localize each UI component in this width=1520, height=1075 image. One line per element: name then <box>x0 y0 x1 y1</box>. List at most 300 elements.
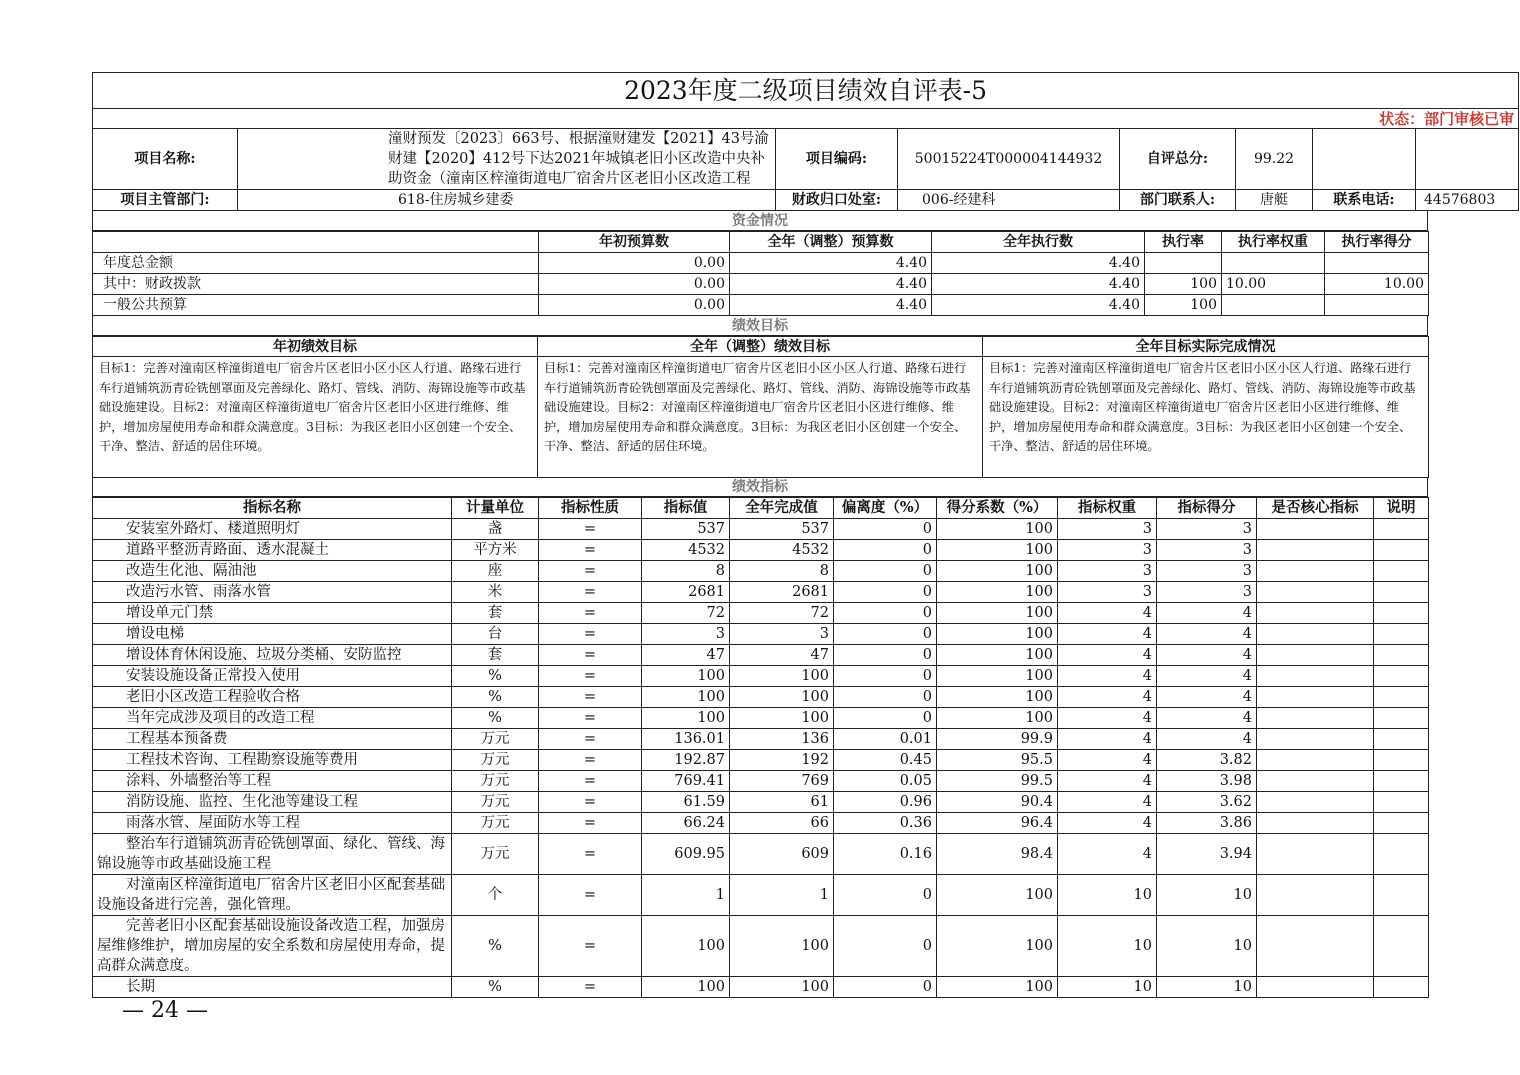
contact-value: 唐艇 <box>1236 190 1313 211</box>
project-name-value: 潼财预发〔2023〕663号、根据潼财建发【2021】43号渝财建【2020】412号下达2021年城镇老旧小区改造中央补助资金（潼南区梓潼街道电厂宿舍片区老旧小区改造工程 <box>238 129 776 190</box>
indicator-unit: 盏 <box>452 519 539 540</box>
table-row <box>93 540 1429 561</box>
indicator-weight: 4 <box>1058 750 1157 771</box>
indicator-core <box>1257 687 1374 708</box>
indicator-coef: 96.4 <box>937 813 1058 834</box>
indicator-weight: 3 <box>1058 582 1157 603</box>
funds-table <box>92 231 1429 316</box>
indicator-dev: 0 <box>834 561 937 582</box>
indicator-weight: 4 <box>1058 813 1157 834</box>
indicator-note <box>1374 561 1429 582</box>
funds-adjusted: 4.40 <box>730 295 932 316</box>
table-row <box>93 253 1429 274</box>
indicator-coef: 99.9 <box>937 729 1058 750</box>
indicator-score: 4 <box>1157 624 1257 645</box>
indicator-target: 192.87 <box>642 750 730 771</box>
indicator-core <box>1257 771 1374 792</box>
indicator-actual: 136 <box>730 729 834 750</box>
indicator-header: 指标名称 <box>93 498 452 519</box>
indicator-note <box>1374 624 1429 645</box>
indicator-core <box>1257 666 1374 687</box>
indicator-unit: % <box>452 708 539 729</box>
indicator-target: 100 <box>642 666 730 687</box>
indicator-actual: 100 <box>730 977 834 998</box>
indicator-coef: 100 <box>937 916 1058 977</box>
indicator-note <box>1374 582 1429 603</box>
indicator-coef: 98.4 <box>937 834 1058 875</box>
indicator-actual: 61 <box>730 792 834 813</box>
indicator-coef: 100 <box>937 540 1058 561</box>
funds-executed: 4.40 <box>932 295 1145 316</box>
indicator-coef: 100 <box>937 977 1058 998</box>
indicator-note <box>1374 750 1429 771</box>
indicator-dev: 0 <box>834 875 937 916</box>
indicator-coef: 90.4 <box>937 792 1058 813</box>
indicator-header: 指标得分 <box>1157 498 1257 519</box>
indicator-core <box>1257 750 1374 771</box>
indicator-actual: 2681 <box>730 582 834 603</box>
indicator-target: 8 <box>642 561 730 582</box>
funds-adjusted: 4.40 <box>730 253 932 274</box>
indicator-name: 整治车行道铺筑沥青砼铣刨罩面、绿化、管线、海锦设施等市政基础设施工程 <box>93 834 452 875</box>
indicator-actual: 100 <box>730 916 834 977</box>
goals-header: 全年目标实际完成情况 <box>983 337 1429 357</box>
indicator-core <box>1257 582 1374 603</box>
indicator-score: 3.98 <box>1157 771 1257 792</box>
dept-value: 618-住房城乡建委 <box>238 190 776 211</box>
project-code-label: 项目编码: <box>776 129 898 190</box>
indicator-nature: = <box>539 519 642 540</box>
indicator-dev: 0 <box>834 687 937 708</box>
project-name-label: 项目名称: <box>93 129 238 190</box>
indicator-header: 得分系数（%） <box>937 498 1058 519</box>
funds-rate <box>1145 253 1222 274</box>
self-score-value: 99.22 <box>1236 129 1313 190</box>
indicators-table <box>92 497 1429 998</box>
indicator-core <box>1257 729 1374 750</box>
indicator-target: 100 <box>642 977 730 998</box>
indicator-note <box>1374 771 1429 792</box>
status-badge: 状态：部门审核已审 <box>93 109 1519 129</box>
indicator-nature: = <box>539 977 642 998</box>
indicator-nature: = <box>539 750 642 771</box>
indicator-core <box>1257 645 1374 666</box>
indicator-score: 10 <box>1157 977 1257 998</box>
indicator-score: 3.82 <box>1157 750 1257 771</box>
goals-section-header <box>92 315 1428 336</box>
indicator-nature: = <box>539 708 642 729</box>
indicator-unit: 万元 <box>452 729 539 750</box>
indicator-dev: 0 <box>834 645 937 666</box>
indicator-name: 增设电梯 <box>93 624 452 645</box>
indicator-actual: 609 <box>730 834 834 875</box>
indicator-actual: 47 <box>730 645 834 666</box>
table-row <box>93 729 1429 750</box>
indicator-core <box>1257 603 1374 624</box>
indicator-coef: 100 <box>937 666 1058 687</box>
funds-header: 年初预算数 <box>539 232 730 253</box>
indicator-dev: 0 <box>834 666 937 687</box>
indicator-nature: = <box>539 582 642 603</box>
indicator-unit: % <box>452 916 539 977</box>
finance-office-label: 财政归口处室: <box>776 190 898 211</box>
indicator-coef: 100 <box>937 624 1058 645</box>
finance-office-value: 006-经建科 <box>898 190 1120 211</box>
indicator-target: 47 <box>642 645 730 666</box>
funds-row-label: 年度总金额 <box>93 253 539 274</box>
indicator-dev: 0.16 <box>834 834 937 875</box>
indicator-name: 长期 <box>93 977 452 998</box>
indicator-dev: 0 <box>834 582 937 603</box>
page-title: 2023年度二级项目绩效自评表-5 <box>93 73 1519 109</box>
indicator-score: 4 <box>1157 666 1257 687</box>
indicator-core <box>1257 792 1374 813</box>
indicator-actual: 8 <box>730 561 834 582</box>
table-row <box>93 295 1429 316</box>
indicator-score: 3 <box>1157 561 1257 582</box>
funds-rate: 100 <box>1145 274 1222 295</box>
indicator-actual: 537 <box>730 519 834 540</box>
indicator-weight: 4 <box>1058 687 1157 708</box>
indicator-weight: 4 <box>1058 771 1157 792</box>
indicator-weight: 3 <box>1058 561 1157 582</box>
indicator-core <box>1257 540 1374 561</box>
dept-label: 项目主管部门: <box>93 190 238 211</box>
indicator-unit: 万元 <box>452 750 539 771</box>
funds-header: 执行率得分 <box>1325 232 1429 253</box>
indicator-score: 3 <box>1157 582 1257 603</box>
indicator-coef: 100 <box>937 603 1058 624</box>
indicator-coef: 100 <box>937 645 1058 666</box>
empty-cell <box>1313 129 1416 190</box>
table-row <box>93 687 1429 708</box>
indicator-name: 老旧小区改造工程验收合格 <box>93 687 452 708</box>
indicator-target: 609.95 <box>642 834 730 875</box>
indicator-name: 当年完成涉及项目的改造工程 <box>93 708 452 729</box>
indicator-target: 72 <box>642 603 730 624</box>
funds-score <box>1325 253 1429 274</box>
indicator-coef: 100 <box>937 582 1058 603</box>
indicator-note <box>1374 645 1429 666</box>
indicator-nature: = <box>539 834 642 875</box>
indicator-core <box>1257 519 1374 540</box>
indicator-target: 3 <box>642 624 730 645</box>
goals-header: 全年（调整）绩效目标 <box>538 337 983 357</box>
indicator-coef: 95.5 <box>937 750 1058 771</box>
funds-header: 执行率 <box>1145 232 1222 253</box>
indicator-score: 10 <box>1157 916 1257 977</box>
indicator-score: 3 <box>1157 519 1257 540</box>
indicator-name: 道路平整沥青路面、透水混凝土 <box>93 540 452 561</box>
indicator-unit: 米 <box>452 582 539 603</box>
indicator-target: 136.01 <box>642 729 730 750</box>
indicator-unit: % <box>452 687 539 708</box>
indicator-target: 537 <box>642 519 730 540</box>
indicator-score: 10 <box>1157 875 1257 916</box>
indicator-note <box>1374 540 1429 561</box>
indicator-target: 66.24 <box>642 813 730 834</box>
indicator-header: 指标性质 <box>539 498 642 519</box>
indicator-nature: = <box>539 875 642 916</box>
indicator-coef: 100 <box>937 687 1058 708</box>
indicator-score: 3.86 <box>1157 813 1257 834</box>
indicator-actual: 4532 <box>730 540 834 561</box>
indicator-weight: 3 <box>1058 519 1157 540</box>
indicator-name: 工程技术咨询、工程勘察设施等费用 <box>93 750 452 771</box>
indicator-nature: = <box>539 561 642 582</box>
indicator-target: 100 <box>642 687 730 708</box>
indicator-name: 雨落水管、屋面防水等工程 <box>93 813 452 834</box>
indicator-target: 100 <box>642 708 730 729</box>
indicator-header: 偏离度（%） <box>834 498 937 519</box>
indicator-score: 4 <box>1157 645 1257 666</box>
indicator-dev: 0 <box>834 708 937 729</box>
funds-weight <box>1222 253 1325 274</box>
indicator-dev: 0.45 <box>834 750 937 771</box>
empty-cell <box>1416 129 1519 190</box>
funds-weight: 10.00 <box>1222 274 1325 295</box>
self-score-label: 自评总分: <box>1120 129 1236 190</box>
table-row <box>93 624 1429 645</box>
table-row <box>93 582 1429 603</box>
indicator-weight: 10 <box>1058 916 1157 977</box>
indicator-core <box>1257 624 1374 645</box>
indicator-name: 安装设施设备正常投入使用 <box>93 666 452 687</box>
indicator-nature: = <box>539 792 642 813</box>
indicator-name: 对潼南区梓潼街道电厂宿舍片区老旧小区配套基础设施设备进行完善，强化管理。 <box>93 875 452 916</box>
indicator-coef: 100 <box>937 875 1058 916</box>
indicators-section-title: 绩效指标 <box>93 478 1428 497</box>
indicator-name: 涂料、外墙整治等工程 <box>93 771 452 792</box>
indicator-unit: 台 <box>452 624 539 645</box>
indicator-actual: 100 <box>730 666 834 687</box>
indicator-unit: 万元 <box>452 792 539 813</box>
indicator-coef: 100 <box>937 708 1058 729</box>
indicator-note <box>1374 666 1429 687</box>
indicator-dev: 0 <box>834 977 937 998</box>
funds-section-title: 资金情况 <box>93 211 1428 231</box>
funds-initial: 0.00 <box>539 274 730 295</box>
actual-completion-text: 目标1：完善对潼南区梓潼街道电厂宿舍片区老旧小区小区人行道、路缘石进行车行道铺筑沥青砼铣刨罩面及完善绿化、路灯、管线、消防、海锦设施等市政基础设施建设。目标2：对潼南区梓潼街道电厂宿舍片区老旧小区进行维修、维护，增加房屋使用寿命和群众满意度。3目标：为我区老旧小区创建一个安全、干净、整洁、舒适的居住环境。 <box>983 357 1429 478</box>
indicator-coef: 100 <box>937 519 1058 540</box>
table-row <box>93 771 1429 792</box>
goals-section-title: 绩效目标 <box>93 316 1428 336</box>
indicator-unit: 套 <box>452 645 539 666</box>
indicator-unit: % <box>452 666 539 687</box>
indicator-dev: 0.96 <box>834 792 937 813</box>
indicator-score: 4 <box>1157 603 1257 624</box>
indicator-core <box>1257 916 1374 977</box>
indicator-nature: = <box>539 540 642 561</box>
indicator-target: 4532 <box>642 540 730 561</box>
phone-value: 44576803 <box>1416 190 1519 211</box>
table-row <box>93 813 1429 834</box>
table-row <box>93 708 1429 729</box>
indicator-nature: = <box>539 645 642 666</box>
indicator-target: 2681 <box>642 582 730 603</box>
indicator-nature: = <box>539 813 642 834</box>
table-row <box>93 792 1429 813</box>
indicator-score: 3.62 <box>1157 792 1257 813</box>
indicator-note <box>1374 834 1429 875</box>
indicator-note <box>1374 708 1429 729</box>
indicator-dev: 0 <box>834 540 937 561</box>
indicator-weight: 4 <box>1058 666 1157 687</box>
indicator-unit: 套 <box>452 603 539 624</box>
funds-header: 全年（调整）预算数 <box>730 232 932 253</box>
indicator-dev: 0.36 <box>834 813 937 834</box>
indicator-dev: 0 <box>834 916 937 977</box>
funds-weight <box>1222 295 1325 316</box>
indicator-unit: % <box>452 977 539 998</box>
indicator-score: 3.94 <box>1157 834 1257 875</box>
indicator-weight: 4 <box>1058 834 1157 875</box>
indicator-coef: 100 <box>937 561 1058 582</box>
indicator-score: 4 <box>1157 708 1257 729</box>
indicator-actual: 769 <box>730 771 834 792</box>
indicator-actual: 1 <box>730 875 834 916</box>
indicator-dev: 0.01 <box>834 729 937 750</box>
indicator-note <box>1374 813 1429 834</box>
indicator-actual: 3 <box>730 624 834 645</box>
funds-rate: 100 <box>1145 295 1222 316</box>
indicator-nature: = <box>539 916 642 977</box>
indicator-name: 改造生化池、隔油池 <box>93 561 452 582</box>
table-row <box>93 834 1429 875</box>
indicator-core <box>1257 875 1374 916</box>
goals-table <box>92 336 1429 478</box>
indicator-note <box>1374 977 1429 998</box>
indicator-unit: 个 <box>452 875 539 916</box>
indicator-actual: 100 <box>730 687 834 708</box>
project-code-value: 50015224T000004144932 <box>898 129 1120 190</box>
indicator-unit: 座 <box>452 561 539 582</box>
indicator-actual: 192 <box>730 750 834 771</box>
funds-row-label: 其中：财政拨款 <box>93 274 539 295</box>
indicator-name: 增设单元门禁 <box>93 603 452 624</box>
indicator-score: 4 <box>1157 729 1257 750</box>
indicator-note <box>1374 687 1429 708</box>
indicator-weight: 3 <box>1058 540 1157 561</box>
indicator-unit: 万元 <box>452 771 539 792</box>
indicator-coef: 99.5 <box>937 771 1058 792</box>
indicator-nature: = <box>539 687 642 708</box>
indicator-score: 4 <box>1157 687 1257 708</box>
table-row <box>93 875 1429 916</box>
indicator-core <box>1257 977 1374 998</box>
indicator-score: 3 <box>1157 540 1257 561</box>
goals-header: 年初绩效目标 <box>93 337 538 357</box>
funds-section-header <box>92 210 1428 231</box>
indicator-nature: = <box>539 729 642 750</box>
indicator-note <box>1374 916 1429 977</box>
indicator-dev: 0 <box>834 519 937 540</box>
indicator-core <box>1257 561 1374 582</box>
indicator-header: 说明 <box>1374 498 1429 519</box>
indicator-unit: 万元 <box>452 834 539 875</box>
table-row <box>93 645 1429 666</box>
table-row <box>93 519 1429 540</box>
table-row <box>93 603 1429 624</box>
indicator-name: 工程基本预备费 <box>93 729 452 750</box>
indicator-note <box>1374 603 1429 624</box>
indicator-weight: 4 <box>1058 624 1157 645</box>
indicator-nature: = <box>539 603 642 624</box>
indicator-name: 增设体育休闲设施、垃圾分类桶、安防监控 <box>93 645 452 666</box>
indicator-weight: 10 <box>1058 875 1157 916</box>
funds-score: 10.00 <box>1325 274 1429 295</box>
indicator-unit: 万元 <box>452 813 539 834</box>
indicator-core <box>1257 708 1374 729</box>
indicator-core <box>1257 813 1374 834</box>
indicator-name: 消防设施、监控、生化池等建设工程 <box>93 792 452 813</box>
indicator-target: 769.41 <box>642 771 730 792</box>
table-row <box>93 977 1429 998</box>
indicator-weight: 4 <box>1058 792 1157 813</box>
indicators-section-header <box>92 477 1428 497</box>
funds-initial: 0.00 <box>539 253 730 274</box>
funds-initial: 0.00 <box>539 295 730 316</box>
indicator-target: 100 <box>642 916 730 977</box>
indicator-name: 安装室外路灯、楼道照明灯 <box>93 519 452 540</box>
funds-score <box>1325 295 1429 316</box>
indicator-header: 指标权重 <box>1058 498 1157 519</box>
contact-label: 部门联系人: <box>1120 190 1236 211</box>
indicator-name: 改造污水管、雨落水管 <box>93 582 452 603</box>
table-row <box>93 274 1429 295</box>
indicator-note <box>1374 729 1429 750</box>
initial-goal-text: 目标1：完善对潼南区梓潼街道电厂宿舍片区老旧小区小区人行道、路缘石进行车行道铺筑沥青砼铣刨罩面及完善绿化、路灯、管线、消防、海锦设施等市政基础设施建设。目标2：对潼南区梓潼街道电厂宿舍片区老旧小区进行维修、维护，增加房屋使用寿命和群众满意度。3目标：为我区老旧小区创建一个安全、干净、整洁、舒适的居住环境。 <box>93 357 538 478</box>
funds-executed: 4.40 <box>932 274 1145 295</box>
indicator-actual: 72 <box>730 603 834 624</box>
indicator-target: 61.59 <box>642 792 730 813</box>
indicator-weight: 4 <box>1058 729 1157 750</box>
indicator-nature: = <box>539 624 642 645</box>
indicator-actual: 66 <box>730 813 834 834</box>
page-number: — 24 — <box>122 998 208 1023</box>
indicator-actual: 100 <box>730 708 834 729</box>
adjusted-goal-text: 目标1：完善对潼南区梓潼街道电厂宿舍片区老旧小区小区人行道、路缘石进行车行道铺筑沥青砼铣刨罩面及完善绿化、路灯、管线、消防、海锦设施等市政基础设施建设。目标2：对潼南区梓潼街道电厂宿舍片区老旧小区进行维修、维护，增加房屋使用寿命和群众满意度。3目标：为我区老旧小区创建一个安全、干净、整洁、舒适的居住环境。 <box>538 357 983 478</box>
funds-row-label: 一般公共预算 <box>93 295 539 316</box>
indicator-note <box>1374 519 1429 540</box>
indicator-note <box>1374 792 1429 813</box>
funds-header: 全年执行数 <box>932 232 1145 253</box>
indicator-rows <box>93 519 1429 998</box>
funds-header: 执行率权重 <box>1222 232 1325 253</box>
indicator-core <box>1257 834 1374 875</box>
phone-label: 联系电话: <box>1313 190 1416 211</box>
indicator-dev: 0.05 <box>834 771 937 792</box>
indicator-weight: 4 <box>1058 645 1157 666</box>
indicator-nature: = <box>539 771 642 792</box>
indicator-dev: 0 <box>834 603 937 624</box>
indicator-name: 完善老旧小区配套基础设施设备改造工程，加强房屋维修维护，增加房屋的安全系数和房屋使用寿命，提高群众满意度。 <box>93 916 452 977</box>
indicator-header: 指标值 <box>642 498 730 519</box>
empty-cell <box>93 232 539 253</box>
indicator-header: 全年完成值 <box>730 498 834 519</box>
indicator-unit: 平方米 <box>452 540 539 561</box>
indicator-note <box>1374 875 1429 916</box>
funds-executed: 4.40 <box>932 253 1145 274</box>
table-row <box>93 561 1429 582</box>
indicator-nature: = <box>539 666 642 687</box>
funds-adjusted: 4.40 <box>730 274 932 295</box>
table-row <box>93 916 1429 977</box>
indicator-header: 计量单位 <box>452 498 539 519</box>
indicator-weight: 10 <box>1058 977 1157 998</box>
indicator-weight: 4 <box>1058 603 1157 624</box>
indicator-target: 1 <box>642 875 730 916</box>
